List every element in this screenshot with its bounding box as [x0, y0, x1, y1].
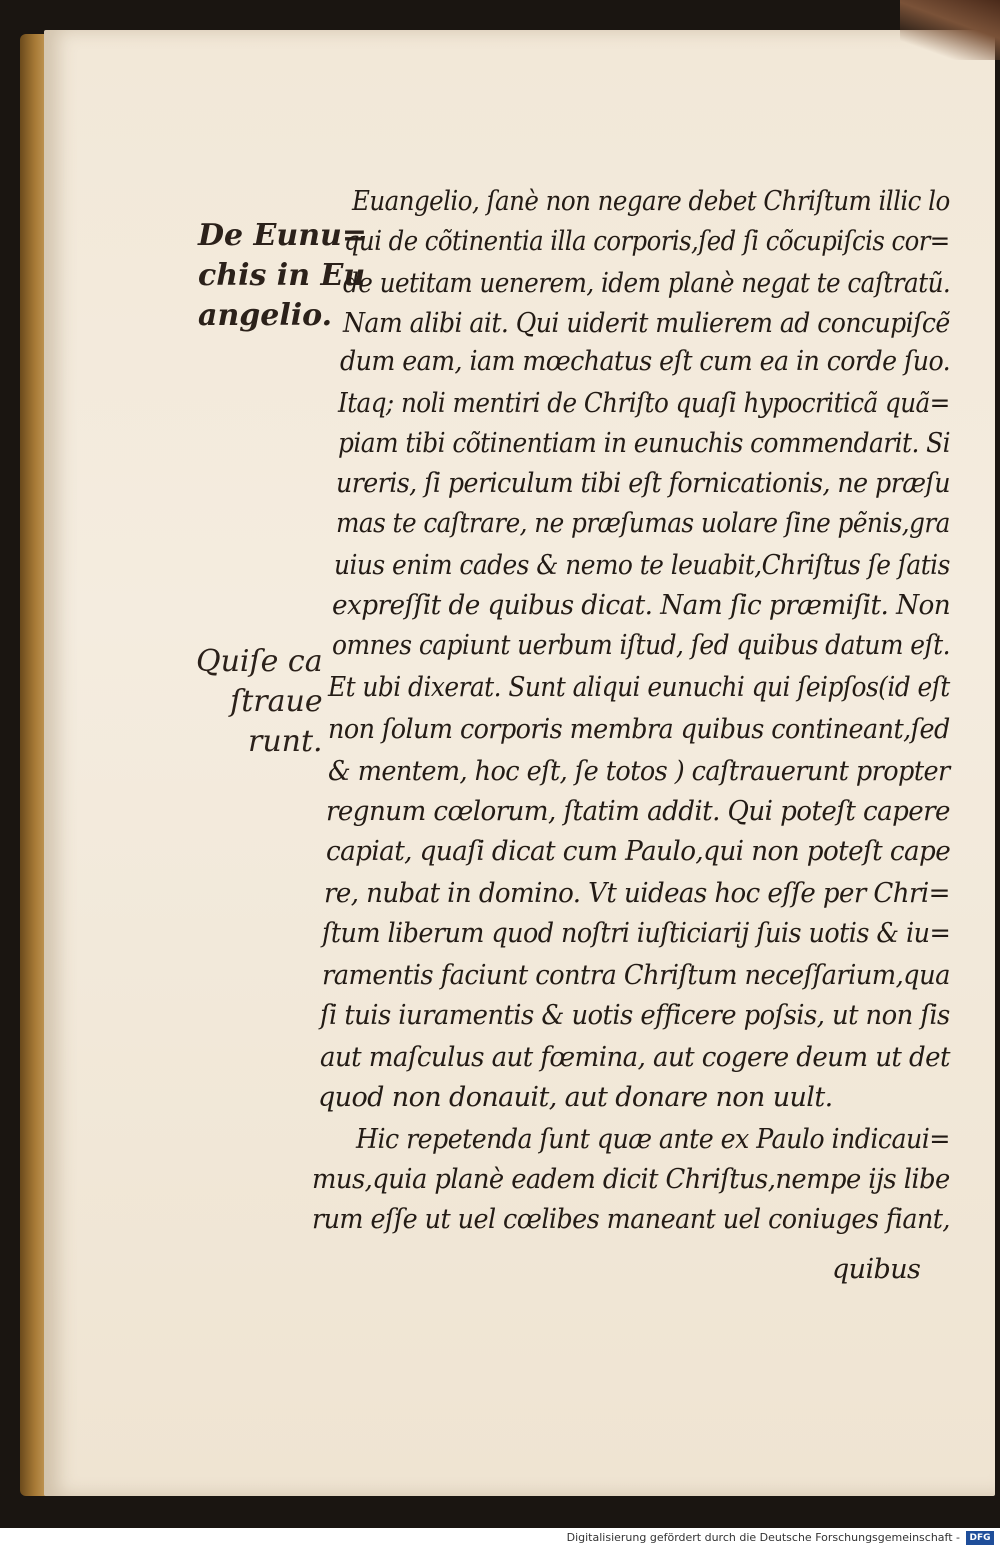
marginal-note-line: angelio. — [198, 298, 333, 333]
text-line: piam tibi cõtinentiam in eunuchis commendarit. Si — [338, 428, 951, 459]
marginal-note-line: runt. — [248, 724, 323, 759]
marginal-note-line: De Eunu= — [198, 218, 367, 253]
dfg-logo: DFG — [966, 1531, 994, 1545]
text-line: ramentis faciunt contra Chriſtum neceſſarium,qua — [322, 960, 950, 991]
text-line: dum eam, iam mœchatus eſt cum ea in corde ſuo. — [340, 346, 951, 377]
text-line: ſi tuis iuramentis & uotis efficere poſsis, ut non ſis — [320, 1000, 950, 1031]
footer-credit: Digitalisierung gefördert durch die Deutsche Forschungsgemeinschaft - — [566, 1531, 960, 1544]
marginal-note-line: Quiſe ca — [196, 644, 323, 679]
marginal-note-line: ſtraue — [230, 684, 323, 719]
text-line: Itaq; noli mentiri de Chriſto quaſi hypocriticã quã= — [338, 388, 950, 419]
text-line: ureris, ſi periculum tibi eſt fornicationis, ne præſu — [336, 468, 950, 499]
text-line: uius enim cades & nemo te leuabit,Chriſtus ſe ſatis — [334, 550, 950, 581]
text-line: aut maſculus aut fœmina, aut cogere deum ut det — [320, 1042, 950, 1073]
marginal-note-line: chis in Eu — [198, 258, 366, 293]
text-line: re, nubat in domino. Vt uideas hoc eſſe per Chri= — [324, 878, 950, 909]
text-line: non ſolum corporis membra quibus contineant,ſed — [328, 714, 950, 745]
text-line: Nam alibi ait. Qui uiderit mulierem ad concupiſcẽ — [343, 308, 950, 339]
catchword: quibus — [832, 1254, 921, 1285]
text-line: quod non donauit, aut donare non uult. — [318, 1082, 833, 1113]
text-line: regnum cœlorum, ſtatim addit. Qui poteſt capere — [326, 796, 950, 827]
text-line: qui de cõtinentia illa corporis,ſed ſi cõcupiſcis cor= — [344, 226, 950, 257]
text-line: Hic repetenda ſunt quæ ante ex Paulo indicaui= — [356, 1124, 950, 1155]
marginal-note-castrated — [196, 642, 323, 762]
text-line: Euangelio, ſanè non negare debet Chriſtum illic lo — [352, 186, 950, 217]
text-line: mas te caſtrare, ne præſumas uolare ſine pẽnis,gra — [336, 508, 950, 539]
marginal-note-eunuchs — [198, 216, 367, 336]
text-line: & mentem, hoc eſt, ſe totos ) caſtrauerunt propter — [328, 756, 950, 787]
text-line: mus,quia planè eadem dicit Chriſtus,nempe ijs libe — [312, 1164, 950, 1195]
text-line: ſtum liberum quod noſtri iuſticiarij ſuis uotis & iu= — [322, 918, 951, 949]
text-line: expreſſit de quibus dicat. Nam ſic præmiſit. Non — [332, 590, 951, 621]
text-line: de uetitam uenerem, idem planè negat te caſtratũ. — [343, 268, 951, 299]
digitization-footer — [0, 1528, 1000, 1549]
text-line: Et ubi dixerat. Sunt aliqui eunuchi qui ſeipſos(id eſt — [328, 672, 950, 703]
text-line: omnes capiunt uerbum iſtud, ſed quibus datum eſt. — [332, 630, 950, 661]
text-line: rum eſſe ut uel cœlibes maneant uel coniuges fiant, — [312, 1204, 950, 1235]
text-line: capiat, quaſi dicat cum Paulo,qui non poteſt cape — [326, 836, 951, 867]
page-corner-shadow — [900, 0, 1000, 60]
